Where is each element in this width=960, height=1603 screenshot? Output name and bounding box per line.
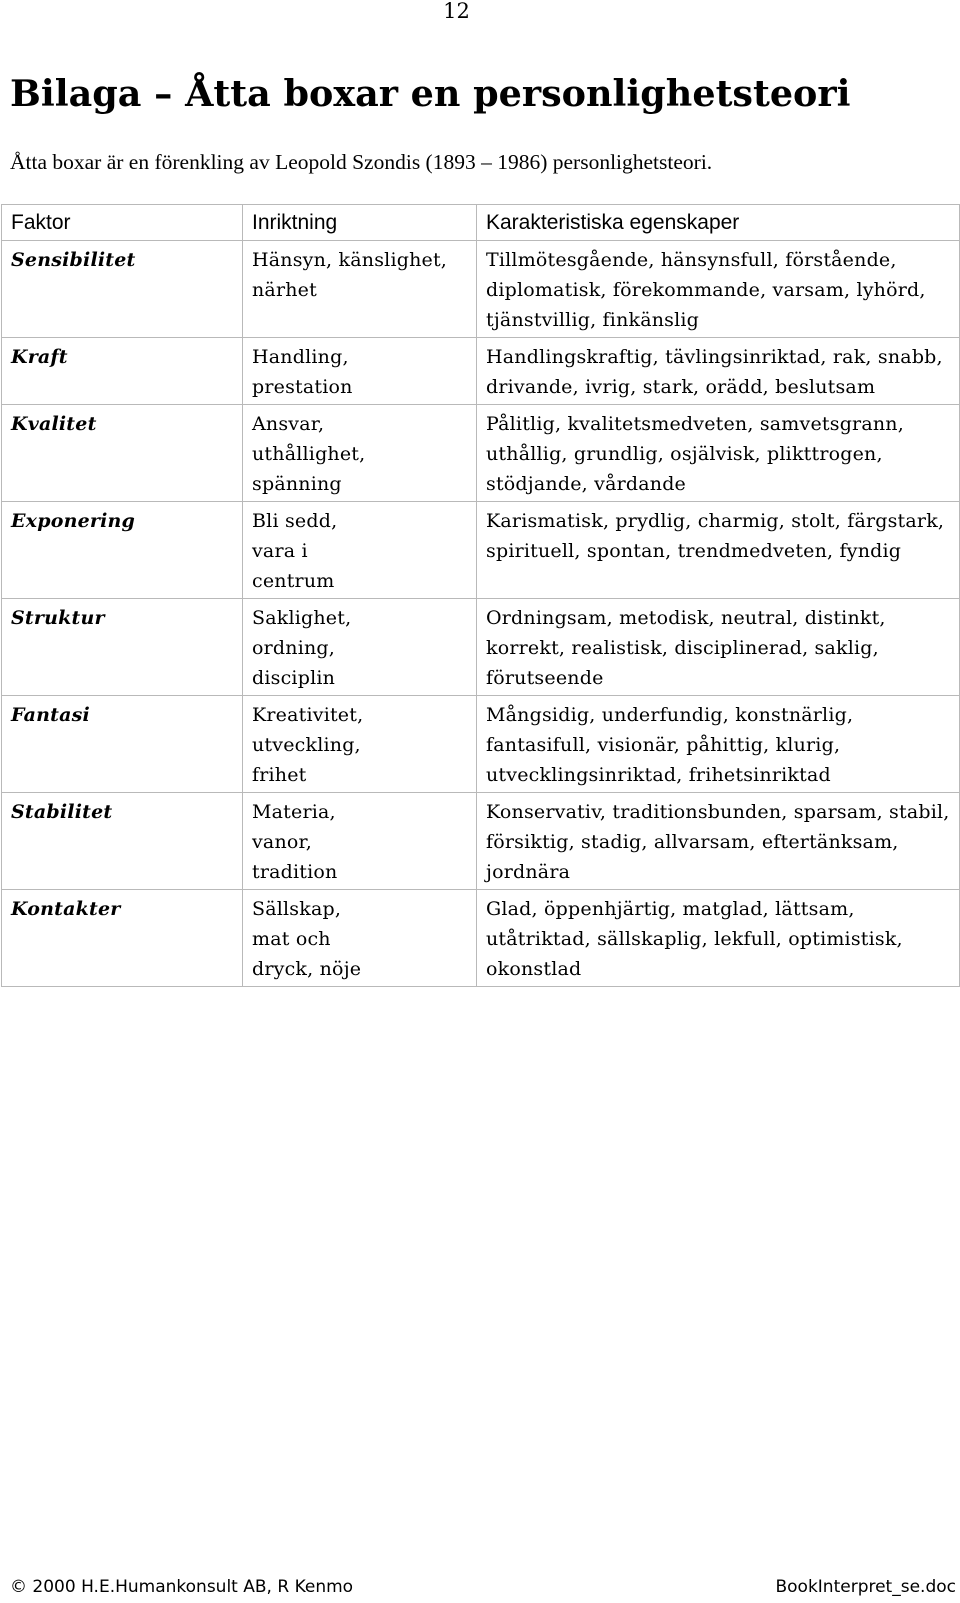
traits-cell: Konservativ, traditionsbunden, sparsam, stabil, försiktig, stadig, allvarsam, eftertänksam, jordnära xyxy=(477,793,960,890)
table-row xyxy=(2,241,960,338)
traits-cell: Karismatisk, prydlig, charmig, stolt, färgstark, spirituell, spontan, trendmedveten, fyndig xyxy=(477,502,960,599)
table-header-row xyxy=(2,205,960,241)
factor-cell: Exponering xyxy=(2,502,243,599)
focus-cell: Ansvar, uthållighet, spänning xyxy=(243,405,477,502)
factor-cell: Sensibilitet xyxy=(2,241,243,338)
table-row xyxy=(2,793,960,890)
traits-cell: Glad, öppenhjärtig, matglad, lättsam, utåtriktad, sällskaplig, lekfull, optimistisk, okonstlad xyxy=(477,890,960,987)
table-row xyxy=(2,599,960,696)
factor-cell: Struktur xyxy=(2,599,243,696)
traits-cell: Mångsidig, underfundig, konstnärlig, fantasifull, visionär, påhittig, klurig, utvecklingsinriktad, frihetsinriktad xyxy=(477,696,960,793)
factor-cell: Kraft xyxy=(2,338,243,405)
focus-cell: Handling, prestation xyxy=(243,338,477,405)
table-row xyxy=(2,405,960,502)
focus-cell xyxy=(243,241,477,338)
factor-cell: Stabilitet xyxy=(2,793,243,890)
personality-factors-table xyxy=(1,204,960,987)
traits-cell: Tillmötesgående, hänsynsfull, förstående, diplomatisk, förekommande, varsam, lyhörd, tjänstvillig, finkänslig xyxy=(477,241,960,338)
traits-cell: Ordningsam, metodisk, neutral, distinkt, korrekt, realistisk, disciplinerad, saklig, förutseende xyxy=(477,599,960,696)
focus-text: Hänsyn, känslighet, närhet xyxy=(252,249,448,301)
header-focus: Inriktning xyxy=(243,205,477,241)
header-factor: Faktor xyxy=(2,205,243,241)
focus-cell: Saklighet, ordning, disciplin xyxy=(243,599,477,696)
focus-cell: Bli sedd, vara i centrum xyxy=(243,502,477,599)
intro-text: Åtta boxar är en förenkling av Leopold Szondis (1893 – 1986) personlighetsteori. xyxy=(10,150,713,174)
focus-cell: Materia, vanor, tradition xyxy=(243,793,477,890)
page-number: 12 xyxy=(443,0,470,23)
focus-cell: Kreativitet, utveckling, frihet xyxy=(243,696,477,793)
table-row xyxy=(2,502,960,599)
factor-cell: Fantasi xyxy=(2,696,243,793)
table-row xyxy=(2,890,960,987)
footer-filename: BookInterpret_se.doc xyxy=(775,1577,956,1597)
table-row xyxy=(2,696,960,793)
footer-copyright: © 2000 H.E.Humankonsult AB, R Kenmo xyxy=(10,1577,354,1597)
traits-cell: Handlingskraftig, tävlingsinriktad, rak, snabb, drivande, ivrig, stark, orädd, beslutsam xyxy=(477,338,960,405)
table-row xyxy=(2,338,960,405)
focus-cell: Sällskap, mat och dryck, nöje xyxy=(243,890,477,987)
traits-cell: Pålitlig, kvalitetsmedveten, samvetsgrann, uthållig, grundlig, osjälvisk, plikttrogen, stödjande, vårdande xyxy=(477,405,960,502)
header-traits: Karakteristiska egenskaper xyxy=(477,205,960,241)
page-title: Bilaga – Åtta boxar en personlighetsteori xyxy=(10,72,851,115)
factor-cell: Kvalitet xyxy=(2,405,243,502)
factor-cell: Kontakter xyxy=(2,890,243,987)
